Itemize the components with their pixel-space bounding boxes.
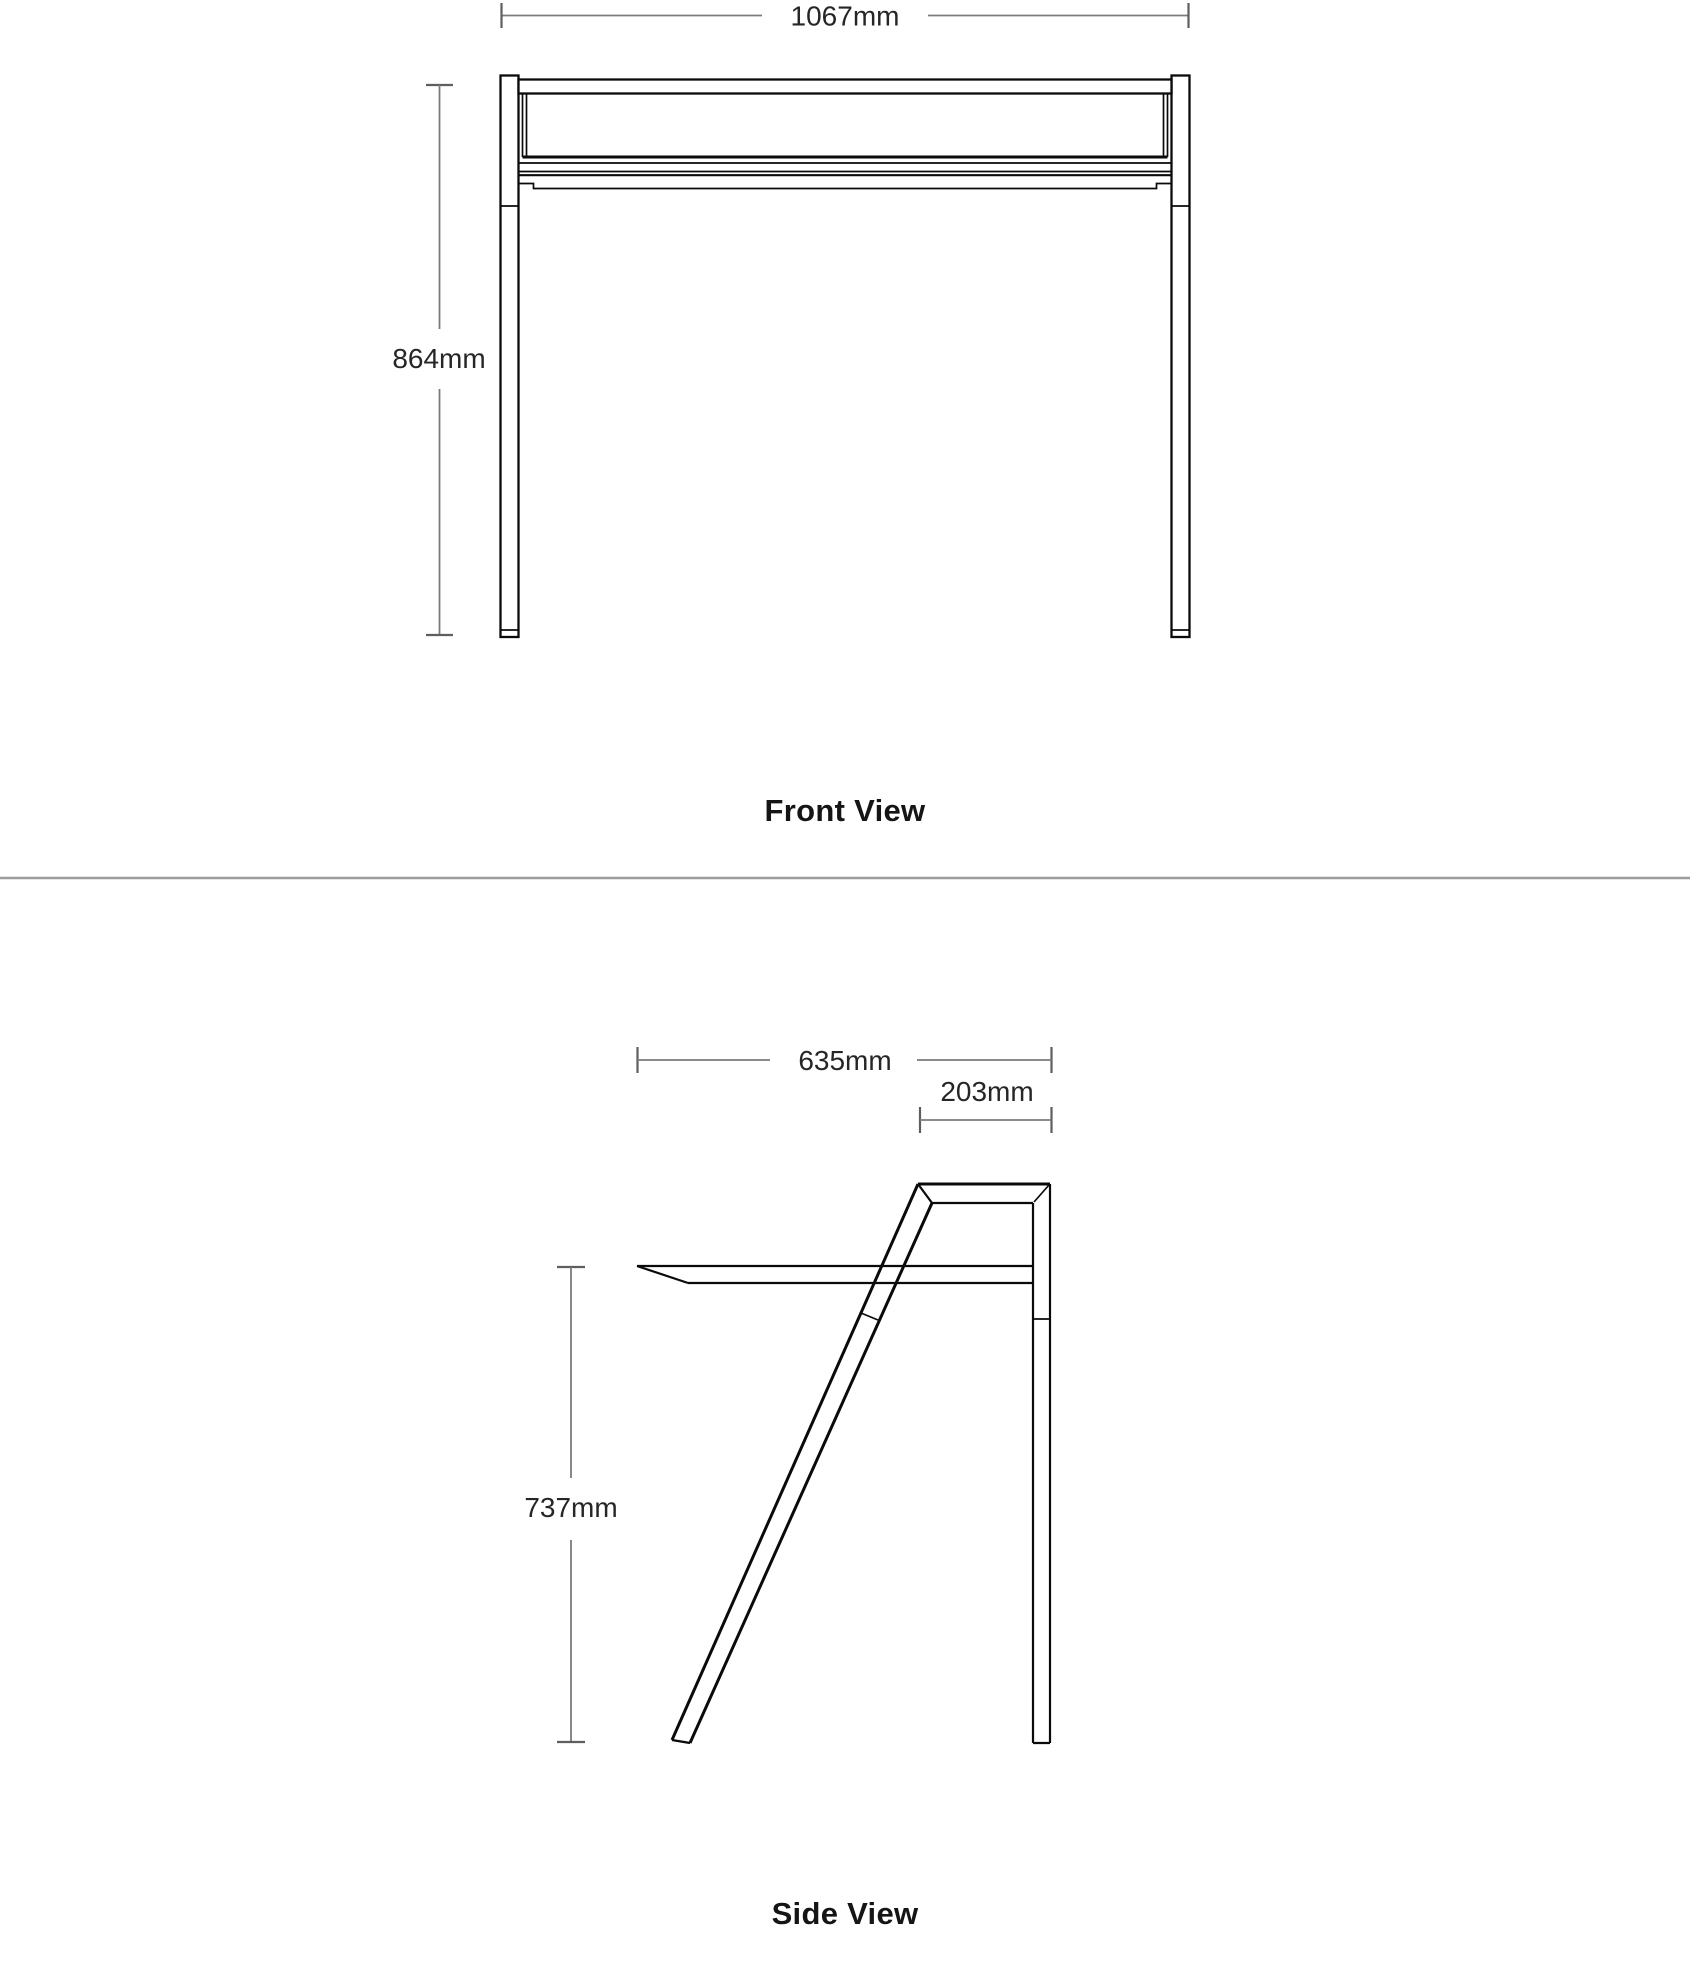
side-depth-dimension-label: 635mm <box>798 1045 892 1076</box>
front-width-dimension-label: 1067mm <box>790 0 900 32</box>
side-view <box>524 1045 1051 1931</box>
side-angled-leg-bottom <box>672 1740 690 1743</box>
side-top-rail-right-bevel <box>1034 1185 1049 1202</box>
side-view-caption: Side View <box>771 1896 919 1931</box>
front-right-leg <box>1172 76 1190 638</box>
side-top-depth-dimension-label: 203mm <box>940 1076 1034 1107</box>
desk-front-drawing <box>501 76 1190 638</box>
desk-side-drawing <box>637 1184 1050 1743</box>
front-view-caption: Front View <box>764 793 926 828</box>
front-view <box>392 1 1189 829</box>
side-desk-surface-tip-bevel <box>637 1266 688 1283</box>
side-surface-height-dimension-label: 737mm <box>524 1492 618 1523</box>
front-left-leg <box>501 76 519 638</box>
support-rail <box>519 184 1172 189</box>
side-surface-height-dimension <box>524 1267 617 1742</box>
front-height-dimension-label: 864mm <box>392 343 486 374</box>
side-depth-dimension <box>638 1045 1052 1076</box>
front-top-rail <box>519 80 1172 94</box>
front-height-dimension <box>392 85 485 635</box>
front-width-dimension <box>502 1 1189 32</box>
side-angled-leg-joint-tick <box>861 1313 878 1320</box>
side-angled-leg-outer-edge <box>672 1184 918 1740</box>
side-top-depth-dimension <box>920 1076 1052 1133</box>
side-top-rail-left-bevel <box>918 1184 932 1203</box>
